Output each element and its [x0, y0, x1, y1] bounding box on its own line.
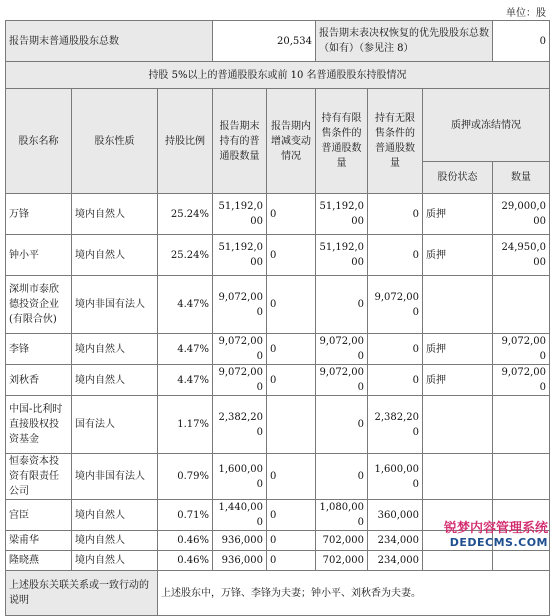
pledge-qty: [493, 551, 550, 571]
note-row: [6, 571, 550, 616]
header-ratio: 持股比例: [158, 89, 213, 194]
period-change: 0: [267, 334, 316, 365]
pledge-qty: [493, 454, 550, 500]
restricted-qty: 51,192,000: [316, 194, 368, 235]
shareholder-name: 隆晓燕: [6, 551, 72, 571]
common-holders-label: 报告期末普通股股东总数: [6, 21, 213, 62]
site-watermark: [420, 517, 548, 549]
pledge-status: 质押: [423, 334, 493, 365]
shareholder-nature: 境内非国有法人: [72, 276, 158, 334]
unrestricted-qty: 2,382,200: [368, 396, 423, 454]
common-holders-value: 20,534: [213, 21, 316, 62]
restricted-qty: 0: [316, 454, 368, 500]
watermark-domain: DEDECMS.COM: [449, 536, 548, 549]
shareholder-name: 梁甫华: [6, 531, 72, 551]
unrestricted-qty: 0: [368, 194, 423, 235]
restricted-qty: 702,000: [316, 531, 368, 551]
holding-ratio: 0.71%: [158, 500, 213, 531]
section-title-row: [6, 62, 550, 89]
table-row: [6, 276, 550, 334]
header-pledge-group: 质押或冻结情况: [423, 89, 550, 162]
table-row: [6, 551, 550, 571]
period-change: 0: [267, 365, 316, 396]
shareholder-name: 李锋: [6, 334, 72, 365]
pledge-status: [423, 454, 493, 500]
shareholder-nature: 国有法人: [72, 396, 158, 454]
restricted-qty: 0: [316, 396, 368, 454]
pledge-status: 质押: [423, 235, 493, 276]
preferred-holders-value: 0: [493, 21, 550, 62]
period-change: 0: [267, 454, 316, 500]
table-row: [6, 365, 550, 396]
restricted-qty: 1,080,000: [316, 500, 368, 531]
pledge-status: 质押: [423, 194, 493, 235]
holding-ratio: 0.46%: [158, 531, 213, 551]
pledge-status: [423, 551, 493, 571]
shareholder-nature: 境内自然人: [72, 500, 158, 531]
unrestricted-qty: 0: [368, 334, 423, 365]
shareholder-nature: 境内自然人: [72, 194, 158, 235]
section-title: 持股 5%以上的普通股股东或前 10 名普通股股东持股情况: [6, 62, 550, 89]
pledge-status: [423, 396, 493, 454]
restricted-qty: 51,192,000: [316, 235, 368, 276]
unrestricted-qty: 0: [368, 235, 423, 276]
shareholder-nature: 境内自然人: [72, 235, 158, 276]
shareholder-nature: 境内自然人: [72, 531, 158, 551]
table-row: [6, 454, 550, 500]
unrestricted-qty: 360,000: [368, 500, 423, 531]
shareholder-name: 恒泰资本投资有限责任公司: [6, 454, 72, 500]
shareholder-name: 刘秋香: [6, 365, 72, 396]
header-nature: 股东性质: [72, 89, 158, 194]
pledge-qty: 24,950,000: [493, 235, 550, 276]
shareholder-nature: 境内自然人: [72, 334, 158, 365]
period-end-qty: 2,382,200: [213, 396, 267, 454]
period-end-qty: 9,072,000: [213, 276, 267, 334]
restricted-qty: 702,000: [316, 551, 368, 571]
restricted-qty: 0: [316, 276, 368, 334]
holding-ratio: 4.47%: [158, 365, 213, 396]
unrestricted-qty: 0: [368, 365, 423, 396]
shareholder-name: 万锋: [6, 194, 72, 235]
header-restricted: 持有有限售条件的普通股数量: [316, 89, 368, 194]
table-row: [6, 334, 550, 365]
period-change: 0: [267, 551, 316, 571]
shareholder-name: 钟小平: [6, 235, 72, 276]
unrestricted-qty: 234,000: [368, 551, 423, 571]
table-row: [6, 396, 550, 454]
header-name: 股东名称: [6, 89, 72, 194]
unit-label: 单位：股: [506, 8, 546, 19]
note-label: 上述股东关联关系或一致行动的说明: [6, 571, 158, 616]
shareholder-nature: 境内非国有法人: [72, 454, 158, 500]
summary-row: [6, 21, 550, 62]
holding-ratio: 4.47%: [158, 276, 213, 334]
holding-ratio: 0.46%: [158, 551, 213, 571]
table-row: [6, 194, 550, 235]
header-period-end-qty: 报告期末持有的普通股数量: [213, 89, 267, 194]
period-end-qty: 9,072,000: [213, 334, 267, 365]
preferred-holders-label: 报告期末表决权恢复的优先股股东总数（如有）（参见注 8）: [316, 21, 493, 62]
period-end-qty: 51,192,000: [213, 194, 267, 235]
header-pledge-qty: 数量: [493, 162, 550, 194]
holding-ratio: 0.79%: [158, 454, 213, 500]
header-unrestricted: 持有无限售条件的普通股数量: [368, 89, 423, 194]
shareholder-nature: 境内自然人: [72, 365, 158, 396]
period-end-qty: 9,072,000: [213, 365, 267, 396]
period-change: 0: [267, 500, 316, 531]
table-row: [6, 235, 550, 276]
holding-ratio: 4.47%: [158, 334, 213, 365]
note-text: 上述股东中，万锋、李锋为夫妻；钟小平、刘秋香为夫妻。: [158, 571, 550, 616]
shareholder-name: 深圳市泰欣德投资企业(有限合伙): [6, 276, 72, 334]
pledge-qty: [493, 396, 550, 454]
watermark-title: 锐梦内容管理系统: [443, 521, 548, 536]
pledge-qty: 29,000,000: [493, 194, 550, 235]
unrestricted-qty: 234,000: [368, 531, 423, 551]
holding-ratio: 25.24%: [158, 194, 213, 235]
header-change: 报告期内增减变动情况: [267, 89, 316, 194]
period-change: 0: [267, 194, 316, 235]
period-change: 0: [267, 235, 316, 276]
period-change: 0: [267, 276, 316, 334]
pledge-status: 质押: [423, 365, 493, 396]
header-row: [6, 89, 550, 162]
period-end-qty: 1,440,000: [213, 500, 267, 531]
shareholder-nature: 境内自然人: [72, 551, 158, 571]
header-pledge-status: 股份状态: [423, 162, 493, 194]
shareholder-name: 中国-比利时直接股权投资基金: [6, 396, 72, 454]
restricted-qty: 9,072,000: [316, 365, 368, 396]
pledge-qty: 9,072,000: [493, 365, 550, 396]
shareholder-name: 宫臣: [6, 500, 72, 531]
restricted-qty: 9,072,000: [316, 334, 368, 365]
pledge-qty: [493, 276, 550, 334]
unrestricted-qty: 1,600,000: [368, 454, 423, 500]
holding-ratio: 1.17%: [158, 396, 213, 454]
period-end-qty: 936,000: [213, 531, 267, 551]
pledge-status: [423, 276, 493, 334]
period-change: [267, 396, 316, 454]
holding-ratio: 25.24%: [158, 235, 213, 276]
period-end-qty: 936,000: [213, 551, 267, 571]
period-change: 0: [267, 531, 316, 551]
period-end-qty: 51,192,000: [213, 235, 267, 276]
unrestricted-qty: 9,072,000: [368, 276, 423, 334]
period-end-qty: 1,600,000: [213, 454, 267, 500]
pledge-qty: 9,072,000: [493, 334, 550, 365]
